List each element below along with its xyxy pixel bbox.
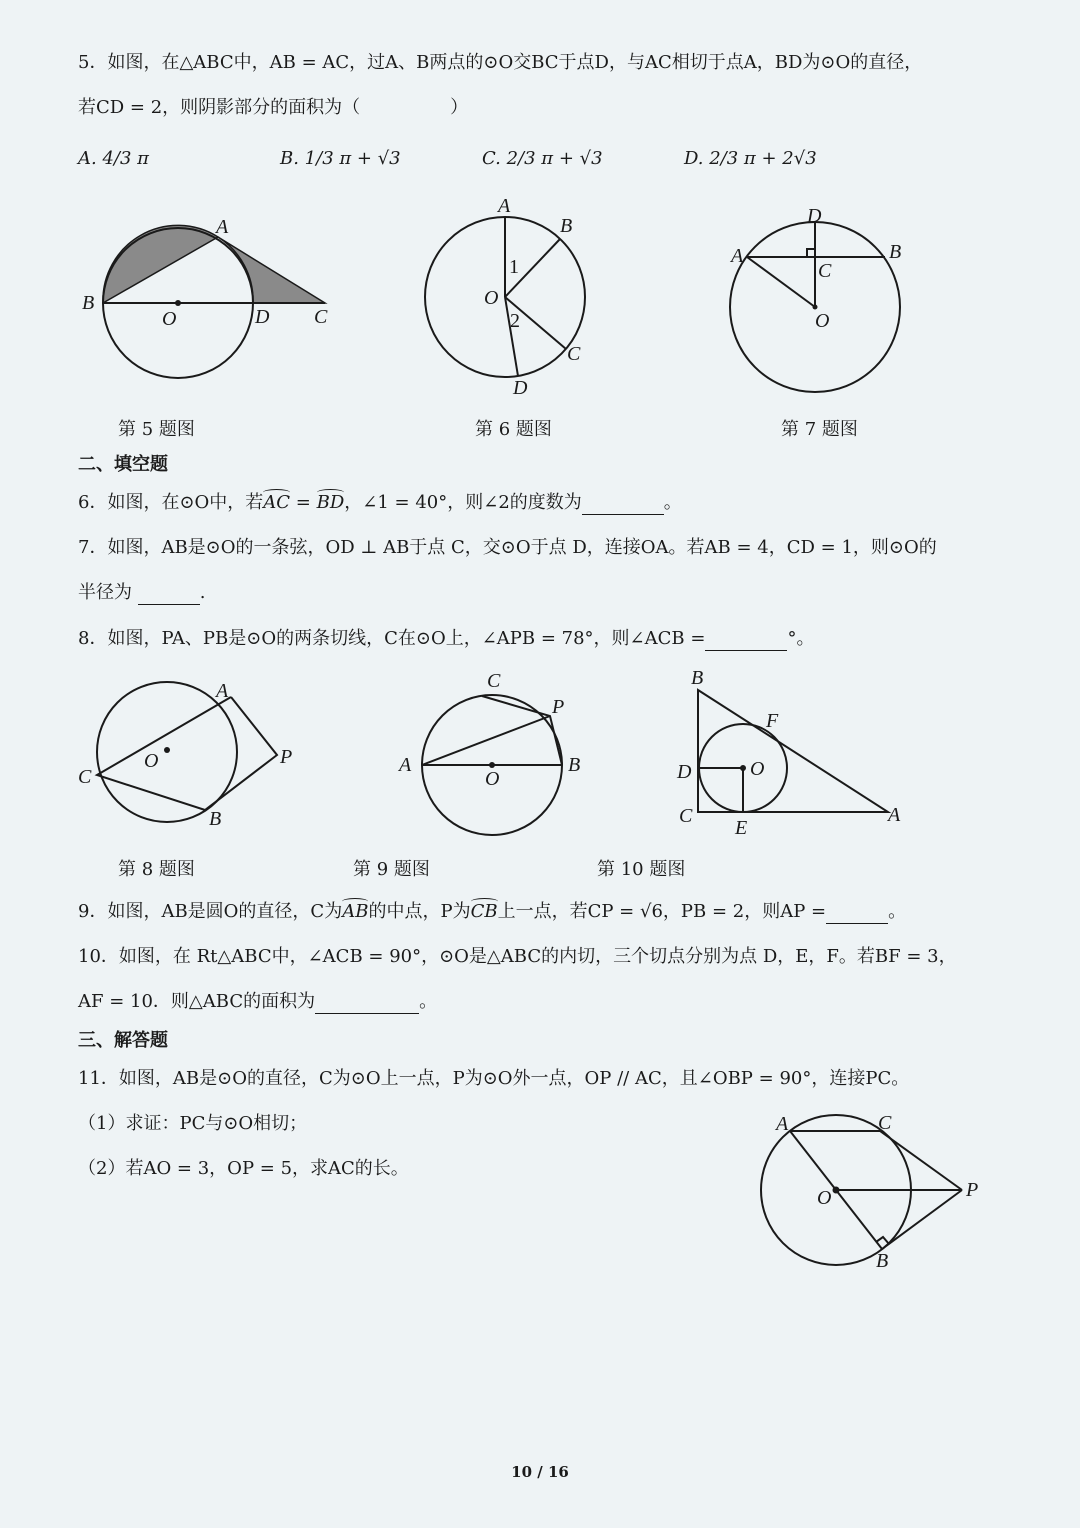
label-b: B bbox=[876, 1250, 889, 1272]
label-d: D bbox=[677, 761, 692, 783]
q11-part1: （1）求证：PC与⊙O相切； bbox=[78, 1113, 308, 1134]
label-d: D bbox=[513, 377, 528, 399]
label-a: A bbox=[731, 245, 744, 267]
label-c: C bbox=[818, 260, 832, 282]
q5-option-d: D. 2/3 π + 2√3 bbox=[684, 148, 817, 169]
figure-10 bbox=[676, 667, 901, 839]
q6-text: ，∠1 = 40°，则∠2的度数为 bbox=[344, 492, 582, 513]
label-o: O bbox=[485, 768, 500, 790]
q9-text: 上一点，若CP = √6，PB = 2，则AP = bbox=[497, 901, 827, 922]
q7-text: . bbox=[199, 582, 206, 603]
q9-line bbox=[78, 900, 906, 924]
answer-blank[interactable] bbox=[138, 586, 200, 605]
arc-cb: CB bbox=[470, 901, 498, 922]
label-c: C bbox=[78, 766, 92, 788]
label-o: O bbox=[484, 287, 499, 309]
figure-9 bbox=[397, 670, 580, 835]
label-o: O bbox=[815, 310, 830, 332]
q8-line bbox=[78, 627, 814, 651]
q5-option-c: C. 2/3 π + √3 bbox=[482, 148, 603, 169]
answer-blank[interactable] bbox=[705, 632, 787, 651]
caption-fig10: 第 10 题图 bbox=[597, 859, 686, 880]
arc-ac: AC bbox=[263, 492, 291, 513]
caption-fig8: 第 8 题图 bbox=[118, 859, 195, 880]
label-e: E bbox=[735, 817, 748, 839]
answer-blank[interactable] bbox=[315, 995, 419, 1014]
label-c: C bbox=[567, 343, 581, 365]
label-b: B bbox=[568, 754, 581, 776]
q5-line1: 5．如图，在△ABC中，AB = AC，过A、B两点的⊙O交BC于点D，与AC相切于点A，BD为⊙O的直径， bbox=[78, 52, 923, 73]
arc-ab: AB bbox=[342, 901, 369, 922]
q5-option-b: B. 1/3 π + √3 bbox=[280, 148, 401, 169]
label-o: O bbox=[162, 308, 177, 330]
caption-fig9: 第 9 题图 bbox=[353, 859, 430, 880]
caption-fig5: 第 5 题图 bbox=[118, 419, 195, 440]
angle-1: 1 bbox=[509, 256, 519, 278]
q8-text: °。 bbox=[787, 628, 815, 649]
label-o: O bbox=[144, 750, 159, 772]
label-p: P bbox=[280, 746, 293, 768]
q11-line1: 11．如图，AB是⊙O的直径，C为⊙O上一点，P为⊙O外一点，OP // AC，且∠OBP = 90°，连接PC。 bbox=[78, 1068, 910, 1089]
q10-line1: 10．如图，在 Rt△ABC中，∠ACB = 90°，⊙O是△ABC的内切，三个切点分别为点 D，E，F。若BF = 3， bbox=[78, 946, 957, 967]
q8-text: 8．如图，PA、PB是⊙O的两条切线，C在⊙O上，∠APB = 78°，则∠ACB = bbox=[78, 628, 706, 649]
label-b: B bbox=[889, 241, 902, 263]
section-answer: 三、解答题 bbox=[78, 1030, 168, 1051]
q10-line2 bbox=[78, 990, 437, 1014]
label-c: C bbox=[314, 306, 328, 328]
angle-2: 2 bbox=[510, 310, 520, 332]
q9-text: 的中点，P为 bbox=[368, 901, 471, 922]
label-f: F bbox=[766, 710, 779, 732]
label-b: B bbox=[209, 808, 222, 830]
section-fill-in: 二、填空题 bbox=[78, 454, 168, 475]
label-a: A bbox=[888, 804, 901, 826]
q9-text: 。 bbox=[888, 901, 907, 922]
answer-blank[interactable] bbox=[826, 905, 888, 924]
q11-part2: （2）若AO = 3，OP = 5，求AC的长。 bbox=[78, 1158, 409, 1179]
q10-text: 。 bbox=[419, 991, 438, 1012]
caption-fig6: 第 6 题图 bbox=[475, 419, 552, 440]
q6-line bbox=[78, 491, 682, 515]
figure-6 bbox=[425, 195, 585, 399]
figure-8 bbox=[78, 680, 292, 830]
label-o: O bbox=[750, 758, 765, 780]
figure-7 bbox=[729, 205, 901, 392]
label-a: A bbox=[498, 195, 511, 217]
label-d: D bbox=[807, 205, 822, 227]
q7-text: 半径为 bbox=[78, 582, 132, 603]
q7-line2 bbox=[78, 581, 205, 605]
label-a: A bbox=[776, 1113, 789, 1135]
label-a: A bbox=[216, 680, 229, 702]
shaded-region bbox=[218, 237, 325, 303]
q5-option-a: A. 4/3 π bbox=[78, 148, 149, 169]
figure-11 bbox=[761, 1112, 978, 1272]
label-a: A bbox=[216, 216, 229, 238]
label-b: B bbox=[560, 215, 573, 237]
label-p: P bbox=[966, 1179, 979, 1201]
label-c: C bbox=[487, 670, 501, 692]
caption-fig7: 第 7 题图 bbox=[781, 419, 858, 440]
arc-bd: BD bbox=[316, 492, 345, 513]
label-o: O bbox=[817, 1187, 832, 1209]
q5-line2: 若CD = 2，则阴影部分的面积为（ ） bbox=[78, 97, 469, 118]
label-p: P bbox=[552, 696, 565, 718]
q6-text: = bbox=[290, 492, 317, 513]
page-number: 10 / 16 bbox=[511, 1463, 569, 1481]
label-b: B bbox=[82, 292, 95, 314]
label-c: C bbox=[878, 1112, 892, 1134]
shaded-segment bbox=[103, 225, 218, 303]
label-c: C bbox=[679, 805, 693, 827]
label-a: A bbox=[399, 754, 412, 776]
label-d: D bbox=[255, 306, 270, 328]
q7-line1: 7．如图，AB是⊙O的一条弦，OD ⊥ AB于点 C，交⊙O于点 D，连接OA。若AB = 4，CD = 1，则⊙O的 bbox=[78, 537, 937, 558]
label-b: B bbox=[691, 667, 704, 689]
q10-text: AF = 10．则△ABC的面积为 bbox=[78, 991, 316, 1012]
q6-text: 6．如图，在⊙O中，若 bbox=[78, 492, 264, 513]
q9-text: 9．如图，AB是圆O的直径，C为 bbox=[78, 901, 343, 922]
answer-blank[interactable] bbox=[582, 496, 664, 515]
q6-text: 。 bbox=[663, 492, 682, 513]
figure-5 bbox=[82, 216, 328, 378]
